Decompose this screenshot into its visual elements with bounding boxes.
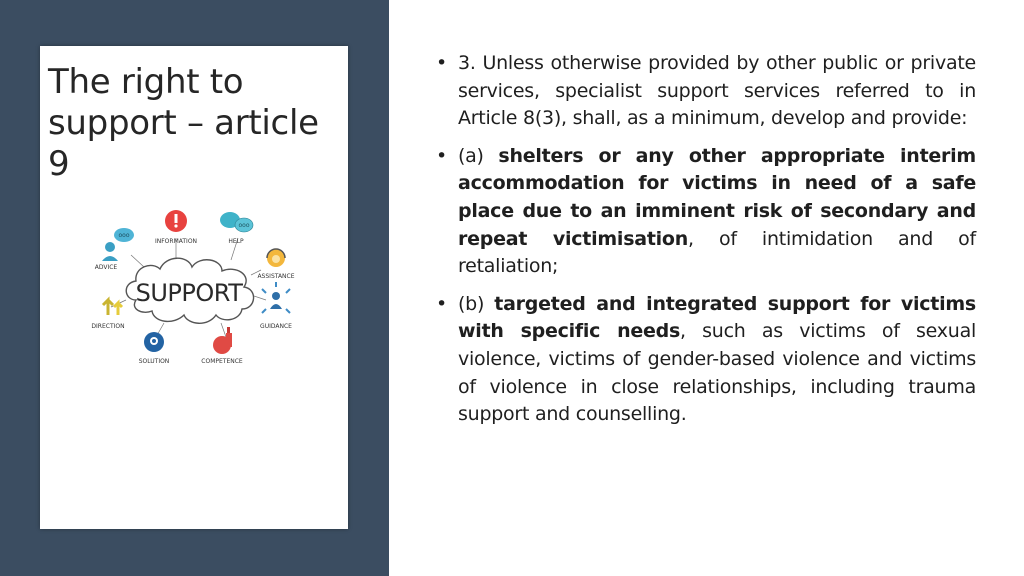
bullet-prefix: (a) [458,144,499,167]
label-solution: SOLUTION [138,358,170,365]
bullet-text: 3. Unless otherwise provided by other public or private services, specialist support services referred to in Article 8(3), shall, as a minimum, develop and provide: [458,52,976,130]
svg-text:ooo: ooo [118,232,130,239]
guidance-icon [262,282,290,313]
bullet-rest-text: , such as victims of sexual violence, victims of gender-based violence and victims of violence in close relationships, including trauma support and counselling. [458,320,976,426]
assistance-icon [267,249,285,267]
bullet-rest-text: , of intimidation and of retaliation; [458,227,976,278]
solution-icon [144,332,164,352]
label-direction: DIRECTION [91,323,125,330]
bullet-item [436,143,976,281]
label-competence: COMPETENCE [201,358,243,365]
support-graphic [86,205,306,370]
bullet-item [436,291,976,429]
bullet-bold-text: targeted and integrated support for victims with specific needs [458,292,976,343]
bullet-item [436,50,976,133]
label-information: INFORMATION [154,238,198,245]
svg-text:ooo: ooo [238,222,250,229]
competence-icon [213,327,232,354]
label-guidance: GUIDANCE [260,323,292,330]
support-word: SUPPORT [135,279,243,307]
direction-icon [103,300,122,315]
information-icon [165,210,187,232]
bullet-bold-text: shelters or any other appropriate interim accommodation for victims in need of a safe place due to an imminent risk of secondary and repeat victimisation [458,144,976,250]
help-icon [220,212,253,232]
content-area [436,50,976,439]
label-help: HELP [228,238,244,245]
slide-title: The right to support – article 9 [48,62,319,184]
label-advice: ADVICE [94,264,118,271]
label-assistance: ASSISTANCE [257,273,295,280]
bullet-prefix: (b) [458,292,495,315]
bullet-list [436,50,976,429]
advice-icon [102,228,134,261]
